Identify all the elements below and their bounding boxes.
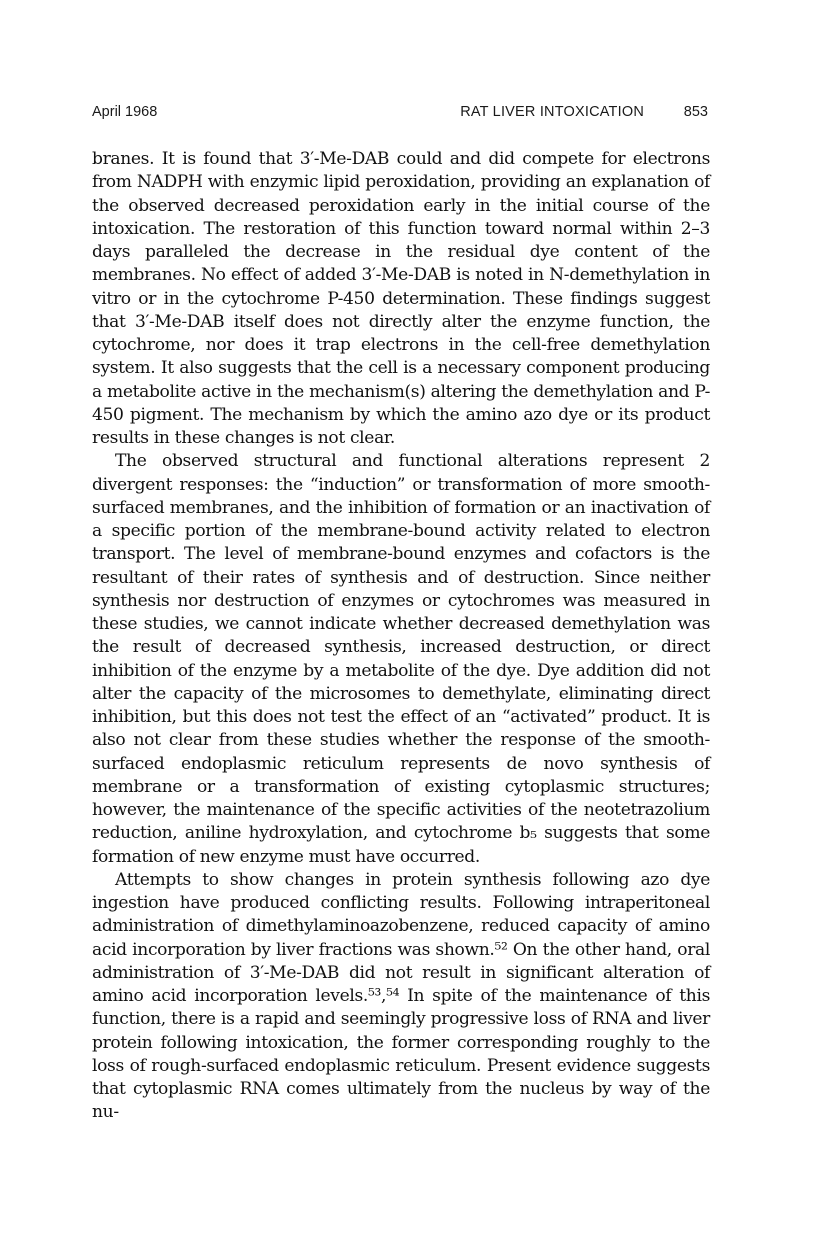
paragraph-structural-alterations: The observed structural and functional alterations represent 2 divergent responses: the “induction” or transformation of more smooth-surfaced membranes, and the inhibition of formation or an inactivation of a specific portion of the membrane-bound activity related to electron transport. The level of membrane-bound enzymes and cofactors is the resultant of their rates of synthesis and of destruction. Since neither synthesis nor destruction of enzymes or cytochromes was measured in these studies, we cannot indicate whether decreased demethylation was the result of decreased synthesis, increased destruction, or direct inhibition of the enzyme by a metabolite of the dye. Dye addition did not alter the capacity of the microsomes to demethylate, eliminating direct inhibition, but this does not test the effect of an “activated” product. It is also not clear from these studies whether the response of the smooth-surfaced endoplasmic reticulum represents de novo synthesis of membrane or a transformation of existing cytoplasmic structures; however, the maintenance of the specific activities of the neotetrazolium reduction, aniline hydroxylation, and cytochrome b₅ suggests that some formation of new enzyme must have occurred. bbox=[92, 451, 710, 867]
article-body bbox=[92, 148, 710, 1125]
running-header bbox=[92, 104, 708, 126]
paragraph-protein-synthesis: Attempts to show changes in protein synthesis following azo dye ingestion have produced conflicting results. Following intraperitoneal administration of dimethylaminoazobenzene, reduced capacity of amino acid incorporation by liver fractions was shown.⁵² On the other hand, oral administration of 3′-Me-DAB did not result in significant alteration of amino acid incorporation levels.⁵³,⁵⁴ In spite of the maintenance of this function, there is a rapid and seemingly progressive loss of RNA and liver protein following intoxication, the former corresponding roughly to the loss of rough-surfaced endoplasmic reticulum. Present evidence suggests that cytoplasmic RNA comes ultimately from the nucleus by way of the nu- bbox=[92, 869, 710, 1123]
journal-date: April 1968 bbox=[92, 104, 158, 120]
page-number: 853 bbox=[683, 104, 708, 120]
running-title: RAT LIVER INTOXICATION bbox=[460, 104, 644, 120]
paragraph-continued: branes. It is found that 3′-Me-DAB could and did compete for electrons from NADPH with enzymic lipid peroxidation, providing an explanation of the observed decreased peroxidation early in the initial course of the intoxication. The restoration of this function toward normal within 2–3 days paralleled the decrease in the residual dye content of the membranes. No effect of added 3′-Me-DAB is noted in N-demethylation in vitro or in the cytochrome P-450 determination. These findings suggest that 3′-Me-DAB itself does not directly alter the enzyme function, the cytochrome, nor does it trap electrons in the cell-free demethylation system. It also suggests that the cell is a necessary component producing a metabolite active in the mechanism(s) altering the demethylation and P-450 pigment. The mechanism by which the amino azo dye or its product results in these changes is not clear. bbox=[92, 149, 710, 448]
